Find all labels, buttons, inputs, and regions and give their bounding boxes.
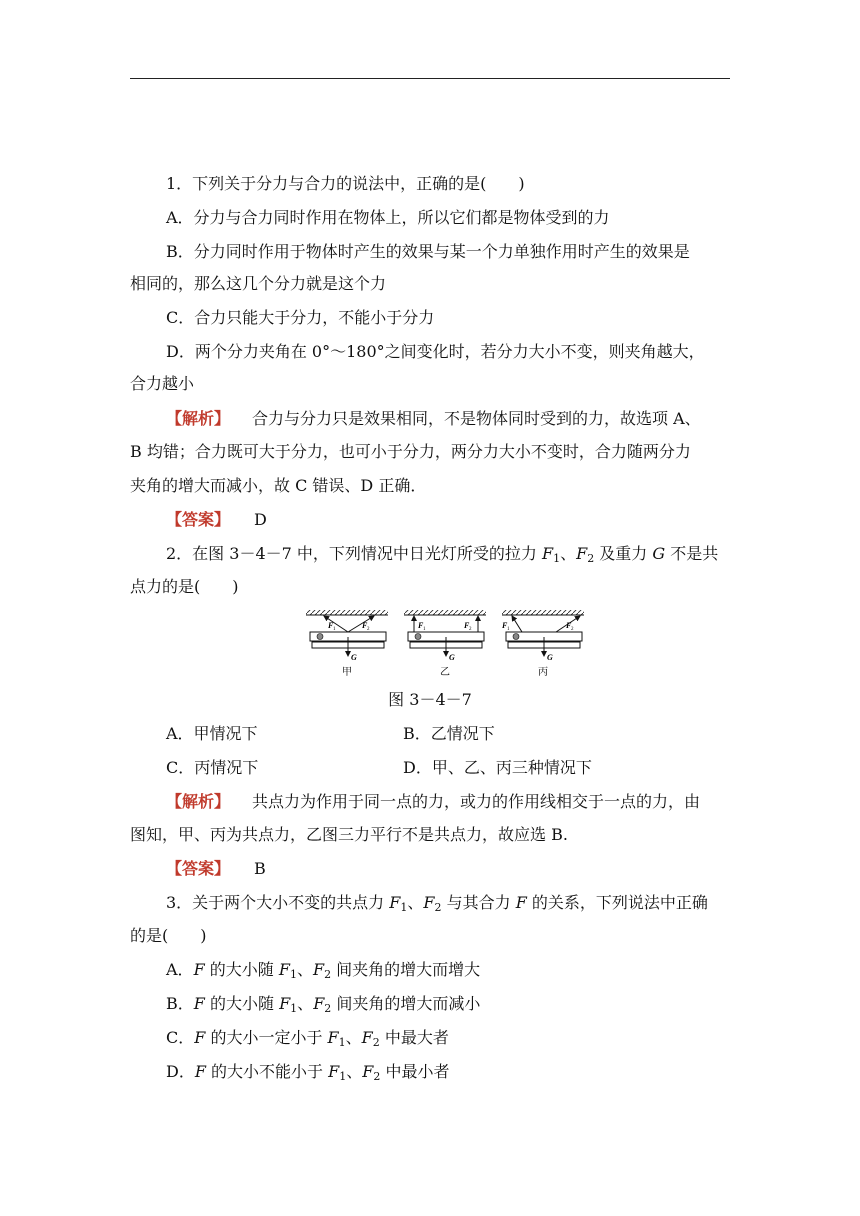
q1-option-b-line2: 相同的，那么这几个分力就是这个力 <box>130 274 387 293</box>
sub-1: 1 <box>338 1036 346 1049</box>
svg-text:2: 2 <box>469 627 472 632</box>
svg-text:F: F <box>502 621 508 630</box>
panel-bing <box>501 610 584 678</box>
q1-analysis-text1: 合力与分力只是效果相同，不是物体同时受到的力，故选项 A、 <box>252 409 701 428</box>
svg-text:G: G <box>351 653 357 662</box>
sub-1: 1 <box>400 901 408 914</box>
q3-option-c <box>166 1026 449 1050</box>
f-symbol: F <box>361 1028 373 1047</box>
q1-analysis-line3: 夹角的增大而减小，故 C 错误、D 正确． <box>130 476 427 495</box>
q2-answer <box>166 857 266 881</box>
panel-jia <box>306 610 388 678</box>
f-symbol: F <box>362 1062 374 1081</box>
panel-label-yi: 乙 <box>440 667 450 678</box>
svg-text:1: 1 <box>507 627 510 632</box>
f-symbol: F <box>515 893 527 912</box>
q2-option-d: D．甲、乙、丙三种情况下 <box>403 758 592 777</box>
separator: 、 <box>296 960 313 979</box>
header-rule <box>130 78 730 79</box>
svg-text:2: 2 <box>367 627 370 632</box>
f-symbol: F <box>313 994 325 1013</box>
option-mid: 的大小随 <box>204 960 279 979</box>
f-symbol: F <box>328 1062 340 1081</box>
q1-answer-value: D <box>254 510 267 529</box>
f-symbol: F <box>389 893 401 912</box>
q1-option-a: A．分力与合力同时作用在物体上，所以它们都是物体受到的力 <box>166 208 610 227</box>
sub-2: 2 <box>372 1036 380 1049</box>
q3-option-d <box>166 1060 449 1084</box>
answer-tag: 【答案】 <box>166 510 231 529</box>
sub-1: 1 <box>339 1070 347 1083</box>
panel-label-bing: 丙 <box>538 667 548 678</box>
q3-option-b <box>166 992 480 1016</box>
f-symbol: F <box>194 1062 206 1081</box>
sub-2: 2 <box>434 901 442 914</box>
q3-stem-line2: 的是( ) <box>130 926 207 945</box>
svg-text:F: F <box>418 621 424 630</box>
f-symbol: F <box>423 893 435 912</box>
f-symbol: F <box>312 960 325 979</box>
q2-stem-mid: 及重力 <box>594 544 653 563</box>
q2-stem-post: 不是共 <box>665 544 719 563</box>
f-symbol: F <box>576 544 588 563</box>
option-mid: 的大小随 <box>204 994 280 1013</box>
option-prefix: D． <box>166 1062 195 1081</box>
option-post: 间夹角的增大而减小 <box>331 994 481 1013</box>
option-post: 间夹角的增大而增大 <box>331 960 481 979</box>
q2-stem-line2: 点力的是( ) <box>130 577 239 596</box>
figure-caption: 图 3－4－7 <box>388 690 472 709</box>
sub-2: 2 <box>324 1002 332 1015</box>
q2-analysis-text1: 共点力为作用于同一点的力，或力的作用线相交于一点的力，由 <box>252 792 701 811</box>
fluorescent-lamp-figure <box>302 608 594 686</box>
sub-1: 1 <box>289 968 297 981</box>
q2-option-c: C．丙情况下 <box>166 758 259 777</box>
svg-text:F: F <box>362 621 368 630</box>
q1-option-b-line1: B．分力同时作用于物体时产生的效果与某一个力单独作用时产生的效果是 <box>166 242 690 261</box>
q1-analysis-line1 <box>166 407 701 431</box>
svg-text:1: 1 <box>333 627 336 632</box>
option-prefix: B． <box>166 994 194 1013</box>
option-post: 中最小者 <box>380 1062 450 1081</box>
svg-text:1: 1 <box>423 627 426 632</box>
q1-analysis-line2: B 均错；合力既可大于分力，也可小于分力，两分力大小不变时，合力随两分力 <box>130 442 691 461</box>
svg-text:F: F <box>464 621 470 630</box>
q2-option-a: A．甲情况下 <box>166 724 258 743</box>
svg-text:G: G <box>547 653 553 662</box>
svg-text:2: 2 <box>571 627 574 632</box>
svg-text:G: G <box>449 653 455 662</box>
panel-yi <box>404 610 486 678</box>
analysis-tag: 【解析】 <box>166 409 231 428</box>
svg-text:F: F <box>328 621 334 630</box>
sub-2: 2 <box>373 1070 381 1083</box>
f-symbol: F <box>194 1028 206 1047</box>
q1-option-d-line1: D．两个分力夹角在 0°～180°之间变化时，若分力大小不变，则夹角越大， <box>166 342 705 361</box>
f-symbol: F <box>193 994 205 1013</box>
option-mid: 的大小不能小于 <box>205 1062 329 1081</box>
option-mid: 的大小一定小于 <box>205 1028 328 1047</box>
panel-label-jia: 甲 <box>342 667 352 678</box>
option-post: 中最大者 <box>379 1028 449 1047</box>
q1-option-d-line2: 合力越小 <box>130 374 195 393</box>
f-symbol: F <box>541 544 554 563</box>
f-symbol: F <box>327 1028 339 1047</box>
sub-1: 1 <box>553 552 561 565</box>
f-symbol: F <box>279 994 291 1013</box>
sub-1: 1 <box>290 1002 298 1015</box>
q2-stem-pre: 2．在图 3－4－7 中，下列情况中日光灯所受的拉力 <box>166 544 542 563</box>
option-prefix: A． <box>166 960 194 979</box>
q3-stem-mid: 与其合力 <box>441 893 516 912</box>
separator: 、 <box>346 1062 363 1081</box>
g-symbol: G <box>652 544 666 563</box>
f-symbol: F <box>193 960 205 979</box>
q2-analysis-line1 <box>166 790 700 814</box>
q1-stem: 1．下列关于分力与合力的说法中，正确的是( ) <box>166 174 525 193</box>
sub-2: 2 <box>587 552 595 565</box>
q3-stem-line1 <box>166 891 708 915</box>
q3-stem-post: 的关系，下列说法中正确 <box>526 893 708 912</box>
separator: 、 <box>345 1028 362 1047</box>
option-prefix: C． <box>166 1028 195 1047</box>
q3-stem-pre: 3．关于两个大小不变的共点力 <box>166 893 390 912</box>
q3-option-a <box>166 958 480 982</box>
sub-2: 2 <box>324 968 332 981</box>
separator: 、 <box>560 544 577 563</box>
q2-option-b: B．乙情况下 <box>403 724 495 743</box>
q2-analysis-line2: 图知，甲、丙为共点力，乙图三力平行不是共点力，故应选 B. <box>130 825 568 844</box>
svg-text:F: F <box>566 621 572 630</box>
q1-answer <box>166 508 267 532</box>
q2-answer-value: B <box>254 859 266 878</box>
f-symbol: F <box>278 960 290 979</box>
q2-stem-line1 <box>166 542 718 566</box>
separator: 、 <box>297 994 314 1013</box>
q1-option-c: C．合力只能大于分力，不能小于分力 <box>166 308 435 327</box>
analysis-tag: 【解析】 <box>166 792 231 811</box>
separator: 、 <box>407 893 424 912</box>
answer-tag: 【答案】 <box>166 859 231 878</box>
